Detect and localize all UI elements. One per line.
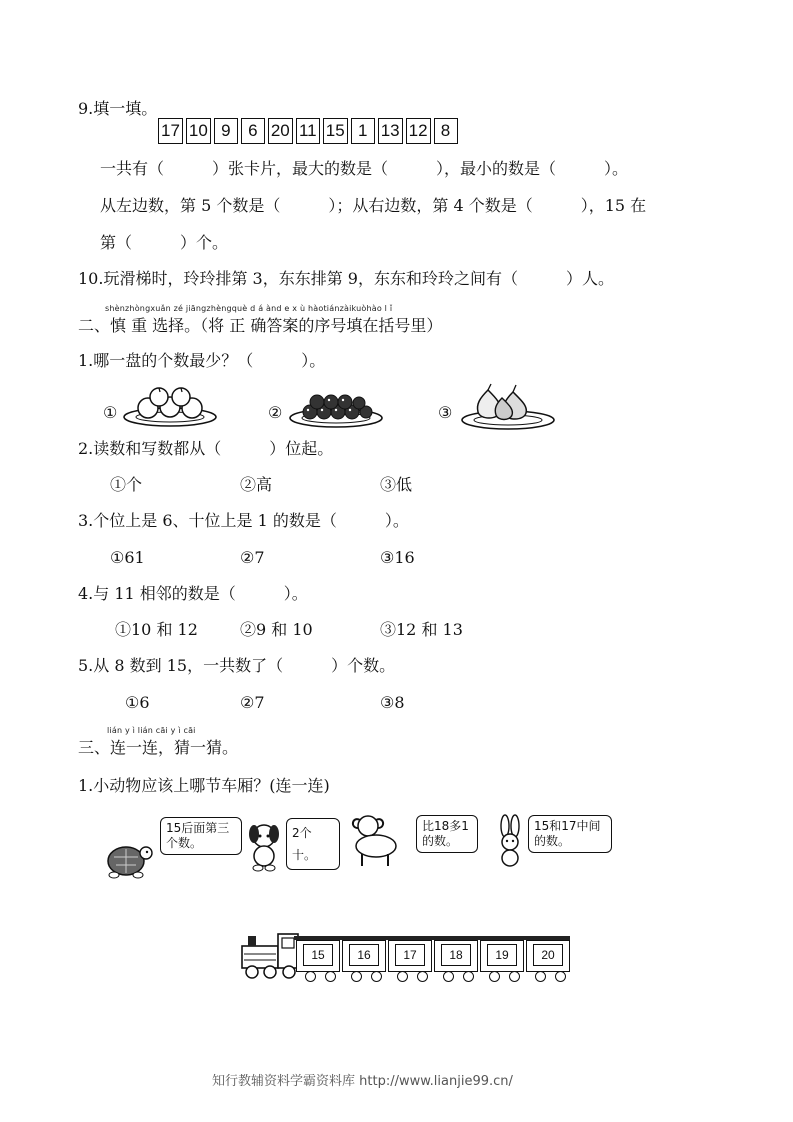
- wagon: [526, 940, 570, 972]
- q9-line-2: 从左边数，第 5 个数是（ ）；从右边数，第 4 个数是（ ），15 在: [100, 196, 647, 215]
- number-card: 17: [158, 118, 183, 144]
- wagon-number: 17: [395, 944, 425, 966]
- wagon: [342, 940, 386, 972]
- q3-option-2: ②7: [240, 548, 265, 567]
- q5-option-1: ①6: [125, 693, 150, 712]
- part2-title: 二、慎 重 选择。（将 正 确答案的序号填在括号里）: [78, 316, 443, 335]
- number-card: 1: [351, 118, 375, 144]
- wheel-icon: [397, 971, 408, 982]
- number-card: 9: [214, 118, 238, 144]
- q3-option-1: ①61: [110, 548, 145, 567]
- wheel-icon: [509, 971, 520, 982]
- part2-q3: 3.个位上是 6、十位上是 1 的数是（ ）。: [78, 511, 409, 530]
- turtle-icon: [104, 835, 154, 883]
- part2-q1: 1.哪一盘的个数最少？（ ）。: [78, 351, 326, 370]
- sheep-speech-bubble: 比18多1的数。: [416, 815, 478, 853]
- wheel-icon: [325, 971, 336, 982]
- part3-title: 三、连一连，猜一猜。: [78, 738, 239, 757]
- part2-q2: 2.读数和写数都从（ ）位起。: [78, 439, 334, 458]
- plate-3-label: ③: [438, 403, 453, 422]
- footer-watermark: 知行教辅资料学霸资料库 http://www.lianjie99.cn/: [212, 1074, 513, 1089]
- q2-option-1: ①个: [110, 475, 143, 494]
- rabbit-speech-bubble: 15和17中间的数。: [528, 815, 612, 853]
- number-card: 12: [406, 118, 431, 144]
- plate-1-label: ①: [103, 403, 118, 422]
- q2-option-2: ②高: [240, 475, 273, 494]
- number-card: 8: [434, 118, 458, 144]
- train-wagons: [296, 938, 582, 982]
- part3-pinyin: lián y ì lián cāi y ì cāi: [107, 726, 196, 735]
- number-card: 13: [378, 118, 403, 144]
- berries-plate-icon: [288, 390, 388, 430]
- pears-plate-icon: [458, 382, 558, 432]
- q5-option-2: ②7: [240, 693, 265, 712]
- part2-q5: 5.从 8 数到 15，一共数了（ ）个数。: [78, 656, 396, 675]
- wheel-icon: [417, 971, 428, 982]
- number-card: 11: [296, 118, 320, 144]
- q9-line-1: 一共有（ ）张卡片，最大的数是（ ），最小的数是（ ）。: [100, 159, 629, 178]
- number-card: 10: [186, 118, 211, 144]
- number-card: 20: [268, 118, 293, 144]
- number-card: 15: [323, 118, 348, 144]
- wagon: [296, 940, 340, 972]
- wheel-icon: [443, 971, 454, 982]
- sheep-icon: [346, 810, 404, 868]
- puppy-icon: [244, 822, 286, 872]
- wagon: [434, 940, 478, 972]
- part2-pinyin: shènzhòngxuǎn zé jiāngzhèngquè d á ànd e x ù hàotiánzàikuòhào l ǐ: [105, 304, 393, 313]
- plate-2-label: ②: [268, 403, 283, 422]
- wagon-number: 18: [441, 944, 471, 966]
- wheel-icon: [555, 971, 566, 982]
- rabbit-icon: [492, 814, 528, 868]
- wheel-icon: [463, 971, 474, 982]
- wagon-number: 19: [487, 944, 517, 966]
- number-card: 6: [241, 118, 265, 144]
- q3-option-3: ③16: [380, 548, 415, 567]
- wagon: [480, 940, 524, 972]
- part3-q1: 1.小动物应该上哪节车厢？(连一连): [78, 776, 330, 795]
- wheel-icon: [535, 971, 546, 982]
- wagon-number: 15: [303, 944, 333, 966]
- q5-option-3: ③8: [380, 693, 405, 712]
- wheel-icon: [489, 971, 500, 982]
- q4-option-1: ①10 和 12: [115, 620, 198, 639]
- q2-option-3: ③低: [380, 475, 413, 494]
- turtle-speech-bubble: 15后面第三个数。: [160, 817, 242, 855]
- q9-heading: 9.填一填。: [78, 99, 158, 118]
- q4-option-2: ②9 和 10: [240, 620, 313, 639]
- wagon: [388, 940, 432, 972]
- locomotive-icon: [238, 928, 300, 980]
- wheel-icon: [351, 971, 362, 982]
- apples-plate-icon: [122, 386, 220, 428]
- wheel-icon: [371, 971, 382, 982]
- q4-option-3: ③12 和 13: [380, 620, 463, 639]
- number-cards: [158, 118, 461, 144]
- q9-line-3: 第（ ）个。: [100, 233, 229, 252]
- wagon-number: 20: [533, 944, 563, 966]
- q10: 10.玩滑梯时，玲玲排第 3，东东排第 9，东东和玲玲之间有（ ）人。: [78, 269, 614, 288]
- part2-q4: 4.与 11 相邻的数是（ ）。: [78, 584, 308, 603]
- puppy-speech-bubble: 2个十。: [286, 818, 340, 870]
- wheel-icon: [305, 971, 316, 982]
- wagon-number: 16: [349, 944, 379, 966]
